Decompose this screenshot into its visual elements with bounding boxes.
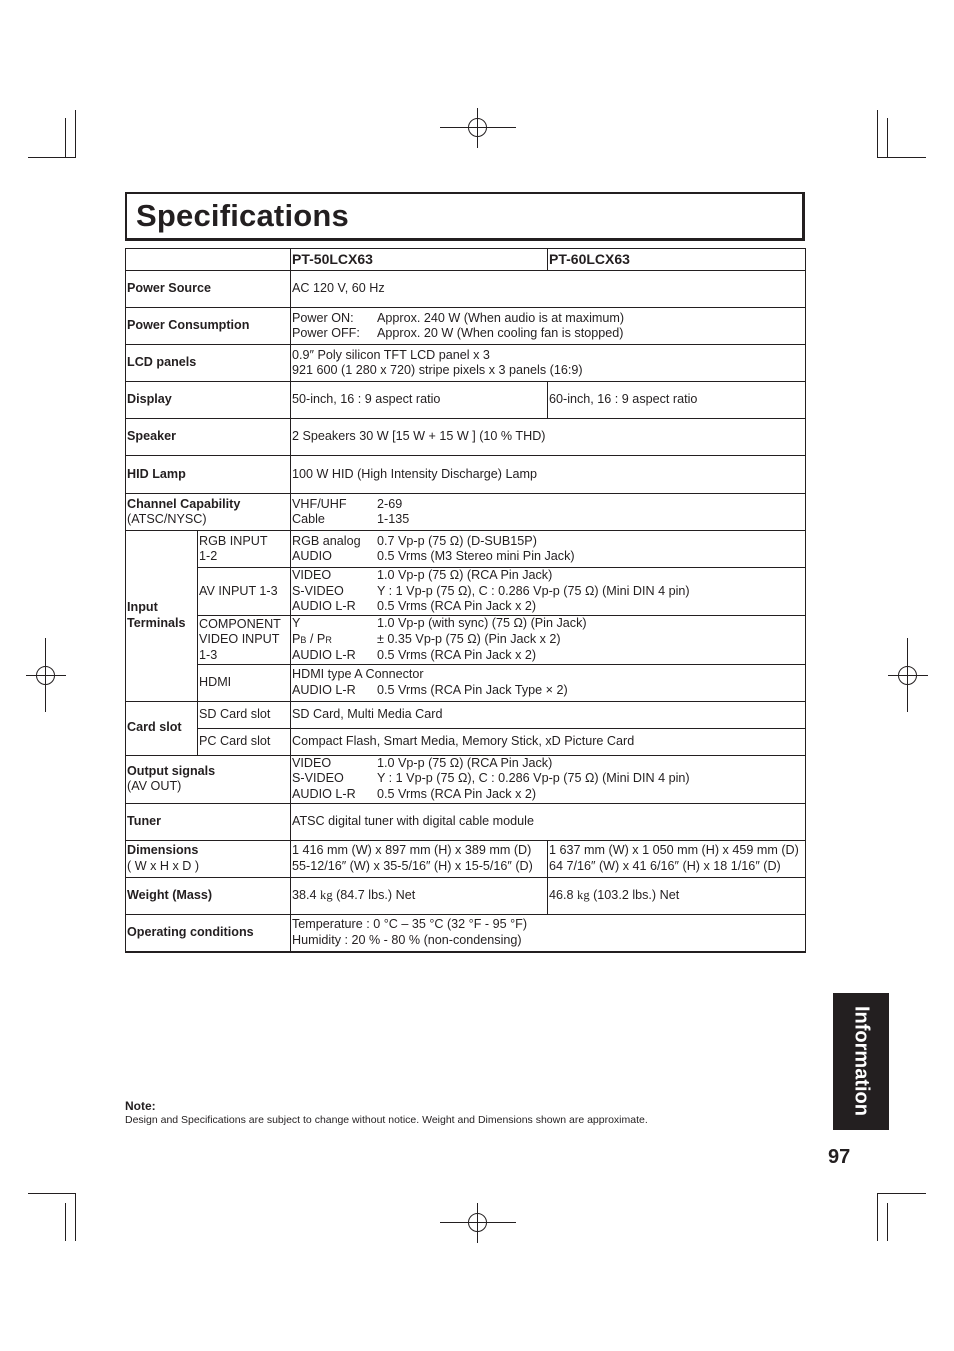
spec-line: Temperature : 0 °C – 35 °C (32 °F - 95 °F) xyxy=(292,917,528,932)
row-label-main: Dimensions xyxy=(127,843,199,857)
table-row xyxy=(126,494,806,531)
crop-mark xyxy=(65,1203,66,1241)
row-label-sub: ( W x H x D ) xyxy=(127,858,200,873)
registration-mark-icon xyxy=(888,638,928,712)
note-text: Design and Specifications are subject to change without notice. Weight and Dimensions shown are approximate. xyxy=(125,1114,648,1126)
crop-mark xyxy=(28,157,76,158)
spec-line: 0.9″ Poly silicon TFT LCD panel x 3 xyxy=(292,347,490,362)
row-value: AC 120 V, 60 Hz xyxy=(291,271,806,308)
row-label: Speaker xyxy=(126,419,291,456)
spec-value: 46.8 xyxy=(549,887,578,902)
spec-value: 1.0 Vp-p (75 Ω) (RCA Pin Jack) xyxy=(377,568,553,583)
spec-line: HDMI type A Connector xyxy=(292,667,424,681)
crop-mark xyxy=(887,1203,888,1241)
crop-mark xyxy=(877,157,926,158)
sub-label-line: RGB INPUT xyxy=(199,533,268,548)
table-row xyxy=(126,701,806,728)
row-label: Power Source xyxy=(126,271,291,308)
row-value: 100 W HID (High Intensity Discharge) Lamp xyxy=(291,456,806,494)
spec-value: Approx. 240 W (When audio is at maximum) xyxy=(377,310,625,325)
row-label: Tuner xyxy=(126,803,291,840)
spec-value: 0.5 Vrms (RCA Pin Jack x 2) xyxy=(377,599,537,614)
spec-value: 0.5 Vrms (M3 Stereo mini Pin Jack) xyxy=(377,549,575,563)
note-label: Note: xyxy=(125,1099,156,1113)
crop-mark xyxy=(65,118,66,158)
row-value xyxy=(291,840,548,877)
spec-key: Power OFF: xyxy=(292,326,360,340)
spec-value: Y : 1 Vp-p (75 Ω), C : 0.286 Vp-p (75 Ω) (Mini DIN 4 pin) xyxy=(377,583,690,598)
crop-mark xyxy=(877,1193,926,1194)
row-value xyxy=(291,308,806,345)
spec-key: S-VIDEO xyxy=(292,583,344,598)
sub-label-line: 1-2 xyxy=(199,549,218,563)
spec-key-part: B xyxy=(300,634,307,645)
sub-label: SD Card slot xyxy=(198,701,291,728)
row-label: LCD panels xyxy=(126,345,291,382)
table-row xyxy=(126,840,806,877)
row-value: SD Card, Multi Media Card xyxy=(291,701,806,728)
row-value xyxy=(291,914,806,952)
table-row xyxy=(126,755,806,803)
page-title-box xyxy=(125,192,805,241)
spec-key: Cable xyxy=(292,512,325,526)
spec-value: Approx. 20 W (When cooling fan is stopped) xyxy=(377,326,624,340)
spec-line: 55-12/16″ (W) x 35-5/16″ (H) x 15-5/16″ (D) xyxy=(292,858,533,873)
spec-value: (84.7 lbs.) Net xyxy=(332,887,416,902)
spec-value: 0.5 Vrms (RCA Pin Jack x 2) xyxy=(377,786,537,801)
sub-label-line: 1-3 xyxy=(199,647,218,662)
unit-label: kg xyxy=(577,887,590,902)
registration-mark-icon xyxy=(26,638,66,712)
spec-key: VIDEO xyxy=(292,755,332,770)
spec-key: Power ON: xyxy=(292,310,354,325)
registration-mark-icon xyxy=(440,108,516,148)
spec-key: AUDIO xyxy=(292,549,332,563)
crop-mark xyxy=(877,1193,878,1241)
sub-label xyxy=(198,616,291,665)
crop-mark xyxy=(877,110,878,158)
registration-mark-icon xyxy=(440,1203,516,1243)
sub-label-line: COMPONENT xyxy=(199,616,281,631)
row-label: Display xyxy=(126,382,291,419)
crop-mark xyxy=(75,1193,76,1241)
spec-line: Humidity : 20 % - 80 % (non-condensing) xyxy=(292,932,522,947)
row-value: 50-inch, 16 : 9 aspect ratio xyxy=(291,382,548,419)
row-label xyxy=(126,531,198,702)
table-row xyxy=(126,914,806,952)
row-label-line: Input xyxy=(127,600,158,615)
spec-key: Y xyxy=(292,616,301,630)
page-number: 97 xyxy=(828,1146,851,1168)
model-header: PT-50LCX63 xyxy=(291,249,548,271)
spec-value: 0.5 Vrms (RCA Pin Jack Type × 2) xyxy=(377,682,568,697)
spec-key: AUDIO L-R xyxy=(292,599,356,614)
table-row xyxy=(126,308,806,345)
table-row xyxy=(126,877,806,914)
table-row xyxy=(126,803,806,840)
spec-value: 1.0 Vp-p (with sync) (75 Ω) (Pin Jack) xyxy=(377,616,587,630)
spec-key: S-VIDEO xyxy=(292,771,344,786)
unit-label: kg xyxy=(320,887,333,902)
row-value xyxy=(291,616,806,665)
section-tab xyxy=(833,993,889,1130)
spec-key: AUDIO L-R xyxy=(292,648,356,662)
spec-key: AUDIO L-R xyxy=(292,682,356,697)
sub-label: PC Card slot xyxy=(198,728,291,755)
spec-value: 0.7 Vp-p (75 Ω) (D-SUB15P) xyxy=(377,533,537,548)
row-label-main: Channel Capability xyxy=(127,496,241,511)
spec-key-part: / P xyxy=(306,631,326,646)
crop-mark xyxy=(75,110,76,158)
row-label-line: Terminals xyxy=(127,615,186,630)
sub-label: AV INPUT 1-3 xyxy=(198,568,291,616)
page-title: Specifications xyxy=(136,198,349,233)
table-row xyxy=(126,728,806,755)
row-value: Compact Flash, Smart Media, Memory Stick, xD Picture Card xyxy=(291,728,806,755)
spec-value: 2-69 xyxy=(377,496,403,511)
row-value xyxy=(291,664,806,701)
table-header-row xyxy=(126,249,806,271)
row-value xyxy=(291,494,806,531)
crop-mark xyxy=(28,1193,76,1194)
spec-key: VHF/UHF xyxy=(292,496,347,511)
spec-value: 1-135 xyxy=(377,512,410,526)
row-label xyxy=(126,840,291,877)
row-label: Weight (Mass) xyxy=(126,877,291,914)
spec-line: 921 600 (1 280 x 720) stripe pixels x 3 panels (16:9) xyxy=(292,363,583,377)
row-value xyxy=(291,877,548,914)
row-label: HID Lamp xyxy=(126,456,291,494)
spec-value: (103.2 lbs.) Net xyxy=(589,887,680,902)
row-value: 2 Speakers 30 W [15 W + 15 W ] (10 % THD) xyxy=(291,419,806,456)
spec-key: VIDEO xyxy=(292,568,332,583)
row-value: ATSC digital tuner with digital cable module xyxy=(291,803,806,840)
spec-key xyxy=(292,632,377,649)
spec-value: ± 0.35 Vp-p (75 Ω) (Pin Jack x 2) xyxy=(377,631,561,646)
row-label-sub: (AV OUT) xyxy=(127,779,182,793)
table-row xyxy=(126,568,806,616)
table-row xyxy=(126,531,806,568)
row-value xyxy=(291,755,806,803)
header-empty-cell xyxy=(126,249,291,271)
table-row xyxy=(126,456,806,494)
row-label xyxy=(126,494,291,531)
sub-label xyxy=(198,531,291,568)
section-tab-label: Information xyxy=(850,1006,873,1116)
table-row xyxy=(126,345,806,382)
spec-key: AUDIO L-R xyxy=(292,786,356,801)
row-value xyxy=(548,840,806,877)
sub-label-line: VIDEO INPUT xyxy=(199,632,280,646)
model-header: PT-60LCX63 xyxy=(548,249,806,271)
sub-label: HDMI xyxy=(198,664,291,701)
spec-line: 64 7/16″ (W) x 41 6/16″ (H) x 18 1/16″ (D) xyxy=(549,858,781,873)
row-value: 60-inch, 16 : 9 aspect ratio xyxy=(548,382,806,419)
table-row xyxy=(126,419,806,456)
table-row xyxy=(126,616,806,665)
spec-key-part: R xyxy=(325,634,332,645)
spec-value: Y : 1 Vp-p (75 Ω), C : 0.286 Vp-p (75 Ω) (Mini DIN 4 pin) xyxy=(377,771,690,786)
row-label: Operating conditions xyxy=(126,914,291,952)
spec-value: 38.4 xyxy=(292,887,321,902)
row-value xyxy=(291,531,806,568)
row-value xyxy=(291,345,806,382)
spec-line: 1 637 mm (W) x 1 050 mm (H) x 459 mm (D) xyxy=(549,843,799,857)
spec-line: 1 416 mm (W) x 897 mm (H) x 389 mm (D) xyxy=(292,843,532,857)
table-row xyxy=(126,382,806,419)
row-label-sub: (ATSC/NYSC) xyxy=(127,512,207,526)
specifications-table xyxy=(125,248,806,953)
table-row xyxy=(126,664,806,701)
spec-value: 1.0 Vp-p (75 Ω) (RCA Pin Jack) xyxy=(377,755,553,770)
row-label: Card slot xyxy=(126,701,198,755)
row-label: Power Consumption xyxy=(126,308,291,345)
row-value xyxy=(291,568,806,616)
crop-mark xyxy=(887,118,888,158)
spec-key-part: P xyxy=(292,631,301,646)
row-label xyxy=(126,755,291,803)
row-label-main: Output signals xyxy=(127,763,216,778)
spec-key: RGB analog xyxy=(292,533,361,548)
row-value xyxy=(548,877,806,914)
table-row xyxy=(126,271,806,308)
spec-value: 0.5 Vrms (RCA Pin Jack x 2) xyxy=(377,648,537,662)
